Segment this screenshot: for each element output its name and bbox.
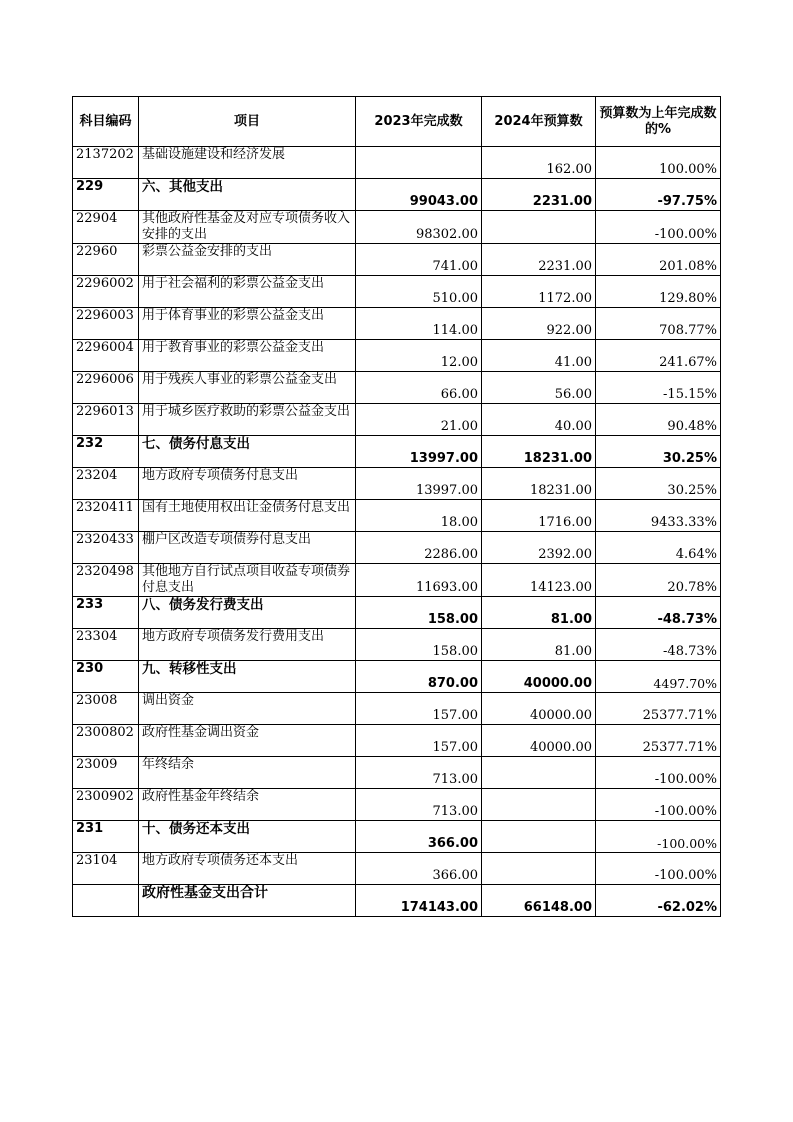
value-2024-cell xyxy=(482,789,596,821)
value-2024-cell xyxy=(482,211,596,244)
table-row xyxy=(73,179,721,211)
table-row xyxy=(73,789,721,821)
code-cell: 23009 xyxy=(73,757,139,789)
item-cell: 政府性基金调出资金 xyxy=(139,725,356,757)
item-cell: 七、债务付息支出 xyxy=(139,436,356,468)
value-2023-cell: 12.00 xyxy=(356,340,482,372)
table-row xyxy=(73,597,721,629)
item-cell: 用于城乡医疗救助的彩票公益金支出 xyxy=(139,404,356,436)
table-row xyxy=(73,147,721,179)
item-cell: 棚户区改造专项债券付息支出 xyxy=(139,532,356,564)
value-2024-cell: 40000.00 xyxy=(482,725,596,757)
percent-cell: 4.64% xyxy=(596,532,721,564)
value-2024-cell: 2231.00 xyxy=(482,179,596,211)
value-2024-cell: 14123.00 xyxy=(482,564,596,597)
value-2024-cell: 81.00 xyxy=(482,597,596,629)
value-2024-cell: 66148.00 xyxy=(482,885,596,917)
item-cell: 彩票公益金安排的支出 xyxy=(139,244,356,276)
table-row xyxy=(73,372,721,404)
percent-cell: -100.00% xyxy=(596,211,721,244)
value-2023-cell: 713.00 xyxy=(356,757,482,789)
value-2024-cell: 922.00 xyxy=(482,308,596,340)
value-2023-cell: 366.00 xyxy=(356,853,482,885)
code-cell: 231 xyxy=(73,821,139,853)
percent-cell: -100.00% xyxy=(596,789,721,821)
table-row xyxy=(73,693,721,725)
item-cell: 政府性基金支出合计 xyxy=(139,885,356,917)
item-cell: 用于体育事业的彩票公益金支出 xyxy=(139,308,356,340)
table-row xyxy=(73,821,721,853)
value-2023-cell: 158.00 xyxy=(356,629,482,661)
item-cell: 基础设施建设和经济发展 xyxy=(139,147,356,179)
code-cell: 2296013 xyxy=(73,404,139,436)
table-row xyxy=(73,244,721,276)
item-cell: 用于教育事业的彩票公益金支出 xyxy=(139,340,356,372)
table-row xyxy=(73,661,721,693)
table-row xyxy=(73,725,721,757)
percent-cell: -15.15% xyxy=(596,372,721,404)
table-body xyxy=(73,147,721,917)
percent-cell: 100.00% xyxy=(596,147,721,179)
percent-cell: -48.73% xyxy=(596,629,721,661)
table-row xyxy=(73,564,721,597)
value-2024-cell: 40000.00 xyxy=(482,661,596,693)
value-2023-cell: 174143.00 xyxy=(356,885,482,917)
code-cell: 23104 xyxy=(73,853,139,885)
value-2024-cell: 1172.00 xyxy=(482,276,596,308)
code-cell: 2296006 xyxy=(73,372,139,404)
value-2024-cell xyxy=(482,853,596,885)
value-2024-cell: 18231.00 xyxy=(482,436,596,468)
item-cell: 十、债务还本支出 xyxy=(139,821,356,853)
table-row xyxy=(73,404,721,436)
percent-cell: 20.78% xyxy=(596,564,721,597)
percent-cell: 241.67% xyxy=(596,340,721,372)
code-cell: 23304 xyxy=(73,629,139,661)
value-2024-cell: 2392.00 xyxy=(482,532,596,564)
table-header xyxy=(73,97,721,147)
value-2024-cell: 1716.00 xyxy=(482,500,596,532)
value-2024-cell: 162.00 xyxy=(482,147,596,179)
code-cell: 22960 xyxy=(73,244,139,276)
code-cell: 2300902 xyxy=(73,789,139,821)
table-row xyxy=(73,500,721,532)
item-cell: 八、债务发行费支出 xyxy=(139,597,356,629)
header-row xyxy=(73,97,721,147)
table-row xyxy=(73,629,721,661)
table-row xyxy=(73,436,721,468)
item-cell: 地方政府专项债务付息支出 xyxy=(139,468,356,500)
percent-cell: 129.80% xyxy=(596,276,721,308)
item-cell: 年终结余 xyxy=(139,757,356,789)
table-row xyxy=(73,276,721,308)
percent-cell: -62.02% xyxy=(596,885,721,917)
value-2023-cell: 713.00 xyxy=(356,789,482,821)
value-2023-cell: 2286.00 xyxy=(356,532,482,564)
code-cell: 232 xyxy=(73,436,139,468)
value-2024-cell: 81.00 xyxy=(482,629,596,661)
item-cell: 用于残疾人事业的彩票公益金支出 xyxy=(139,372,356,404)
percent-cell: 25377.71% xyxy=(596,725,721,757)
value-2023-cell xyxy=(356,147,482,179)
value-2023-cell: 741.00 xyxy=(356,244,482,276)
value-2023-cell: 13997.00 xyxy=(356,468,482,500)
value-2023-cell: 18.00 xyxy=(356,500,482,532)
table-row xyxy=(73,468,721,500)
value-2023-cell: 98302.00 xyxy=(356,211,482,244)
table-row xyxy=(73,853,721,885)
table-row xyxy=(73,308,721,340)
header-item: 项目 xyxy=(139,97,356,147)
item-cell: 调出资金 xyxy=(139,693,356,725)
percent-cell: 30.25% xyxy=(596,436,721,468)
value-2023-cell: 66.00 xyxy=(356,372,482,404)
header-code: 科目编码 xyxy=(73,97,139,147)
value-2024-cell xyxy=(482,821,596,853)
value-2024-cell: 41.00 xyxy=(482,340,596,372)
percent-cell: -100.00% xyxy=(596,821,721,853)
table-row xyxy=(73,757,721,789)
header-pct: 预算数为上年完成数的% xyxy=(596,97,721,147)
code-cell: 22904 xyxy=(73,211,139,244)
percent-cell: -100.00% xyxy=(596,853,721,885)
value-2023-cell: 870.00 xyxy=(356,661,482,693)
value-2024-cell: 40000.00 xyxy=(482,693,596,725)
item-cell: 六、其他支出 xyxy=(139,179,356,211)
code-cell: 233 xyxy=(73,597,139,629)
percent-cell: -97.75% xyxy=(596,179,721,211)
value-2023-cell: 99043.00 xyxy=(356,179,482,211)
value-2024-cell: 40.00 xyxy=(482,404,596,436)
percent-cell: 9433.33% xyxy=(596,500,721,532)
code-cell: 2296003 xyxy=(73,308,139,340)
code-cell: 2320411 xyxy=(73,500,139,532)
value-2024-cell xyxy=(482,757,596,789)
table-row xyxy=(73,211,721,244)
item-cell: 地方政府专项债务还本支出 xyxy=(139,853,356,885)
percent-cell: 90.48% xyxy=(596,404,721,436)
code-cell: 2296004 xyxy=(73,340,139,372)
header-2024: 2024年预算数 xyxy=(482,97,596,147)
value-2023-cell: 11693.00 xyxy=(356,564,482,597)
percent-cell: 25377.71% xyxy=(596,693,721,725)
budget-table xyxy=(72,96,721,917)
item-cell: 政府性基金年终结余 xyxy=(139,789,356,821)
table-row xyxy=(73,532,721,564)
item-cell: 其他地方自行试点项目收益专项债券付息支出 xyxy=(139,564,356,597)
item-cell: 用于社会福利的彩票公益金支出 xyxy=(139,276,356,308)
value-2023-cell: 21.00 xyxy=(356,404,482,436)
code-cell: 23204 xyxy=(73,468,139,500)
code-cell: 230 xyxy=(73,661,139,693)
code-cell: 2137202 xyxy=(73,147,139,179)
value-2023-cell: 158.00 xyxy=(356,597,482,629)
value-2024-cell: 56.00 xyxy=(482,372,596,404)
percent-cell: 30.25% xyxy=(596,468,721,500)
value-2023-cell: 157.00 xyxy=(356,725,482,757)
percent-cell: -100.00% xyxy=(596,757,721,789)
item-cell: 地方政府专项债务发行费用支出 xyxy=(139,629,356,661)
item-cell: 其他政府性基金及对应专项债务收入安排的支出 xyxy=(139,211,356,244)
header-2023: 2023年完成数 xyxy=(356,97,482,147)
table-row xyxy=(73,340,721,372)
value-2023-cell: 510.00 xyxy=(356,276,482,308)
code-cell: 2320433 xyxy=(73,532,139,564)
value-2024-cell: 18231.00 xyxy=(482,468,596,500)
code-cell xyxy=(73,885,139,917)
value-2023-cell: 13997.00 xyxy=(356,436,482,468)
code-cell: 2300802 xyxy=(73,725,139,757)
total-row xyxy=(73,885,721,917)
percent-cell: 708.77% xyxy=(596,308,721,340)
code-cell: 229 xyxy=(73,179,139,211)
value-2023-cell: 157.00 xyxy=(356,693,482,725)
code-cell: 2320498 xyxy=(73,564,139,597)
percent-cell: 4497.70% xyxy=(596,661,721,693)
value-2023-cell: 114.00 xyxy=(356,308,482,340)
code-cell: 2296002 xyxy=(73,276,139,308)
item-cell: 国有土地使用权出让金债务付息支出 xyxy=(139,500,356,532)
percent-cell: 201.08% xyxy=(596,244,721,276)
item-cell: 九、转移性支出 xyxy=(139,661,356,693)
value-2024-cell: 2231.00 xyxy=(482,244,596,276)
code-cell: 23008 xyxy=(73,693,139,725)
percent-cell: -48.73% xyxy=(596,597,721,629)
value-2023-cell: 366.00 xyxy=(356,821,482,853)
